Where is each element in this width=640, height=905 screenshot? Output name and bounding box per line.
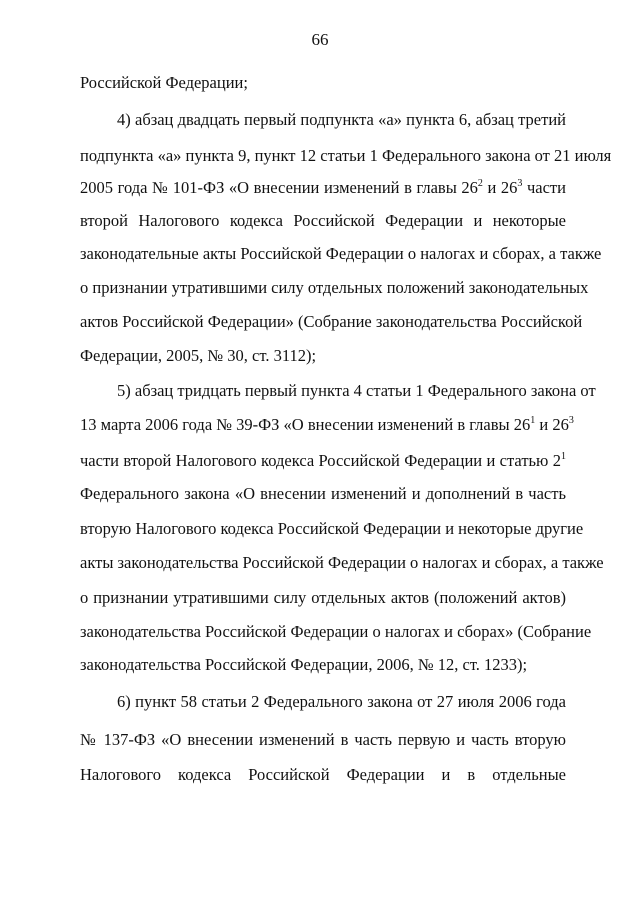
text-segment: части: [522, 178, 566, 197]
text-line: о признании утратившими силу отдельных актов (положений актов): [80, 588, 566, 607]
text-line: [80, 415, 574, 435]
text-line: [80, 451, 566, 471]
paragraph-6-start: 6) пункт 58 статьи 2 Федерального закона от 27 июля 2006 года: [117, 692, 566, 711]
paragraph-4-start: 4) абзац двадцать первый подпункта «а» пункта 6, абзац третий: [117, 110, 566, 129]
text-line: о признании утратившими силу отдельных положений законодательных: [80, 278, 589, 297]
text-segment: и 26: [482, 178, 518, 197]
page-number: 66: [311, 30, 329, 49]
text-segment: 13 марта 2006 года № 39-ФЗ «О внесении изменений в главы 26: [80, 415, 531, 434]
text-line: законодательства Российской Федерации, 2006, № 12, ст. 1233);: [80, 655, 528, 674]
text-line: законодательные акты Российской Федерации о налогах и сборах, а также: [80, 244, 602, 263]
paragraph-5-start: 5) абзац тридцать первый пункта 4 статьи 1 Федерального закона от: [117, 381, 596, 400]
text-line: актов Российской Федерации» (Собрание законодательства Российской: [80, 312, 583, 331]
text-line: подпункта «а» пункта 9, пункт 12 статьи 1 Федерального закона от 21 июля: [80, 146, 612, 165]
text-segment: части второй Налогового кодекса Российской Федерации и статью 2: [80, 451, 561, 470]
superscript: 1: [530, 415, 536, 426]
superscript: 2: [477, 178, 483, 189]
text-segment: и 26: [535, 415, 569, 434]
superscript: 3: [568, 415, 574, 426]
text-line: № 137-ФЗ «О внесении изменений в часть первую и часть вторую: [80, 730, 566, 749]
text-line: законодательства Российской Федерации о налогах и сборах» (Собрание: [80, 622, 592, 641]
text-line: Налогового кодекса Российской Федерации и в отдельные: [80, 765, 566, 784]
superscript: 1: [561, 451, 566, 462]
superscript: 3: [517, 178, 523, 189]
text-line: Федерации, 2005, № 30, ст. 3112);: [80, 346, 317, 365]
text-line: [80, 178, 566, 198]
text-line: Российской Федерации;: [80, 73, 248, 92]
text-line: акты законодательства Российской Федерации о налогах и сборах, а также: [80, 553, 604, 572]
text-line: второй Налогового кодекса Российской Федерации и некоторые: [80, 211, 566, 230]
text-segment: 2005 года № 101-ФЗ «О внесении изменений в главы 26: [80, 178, 478, 197]
text-line: Федерального закона «О внесении изменений и дополнений в часть: [80, 484, 566, 503]
text-line: вторую Налогового кодекса Российской Федерации и некоторые другие: [80, 519, 584, 538]
